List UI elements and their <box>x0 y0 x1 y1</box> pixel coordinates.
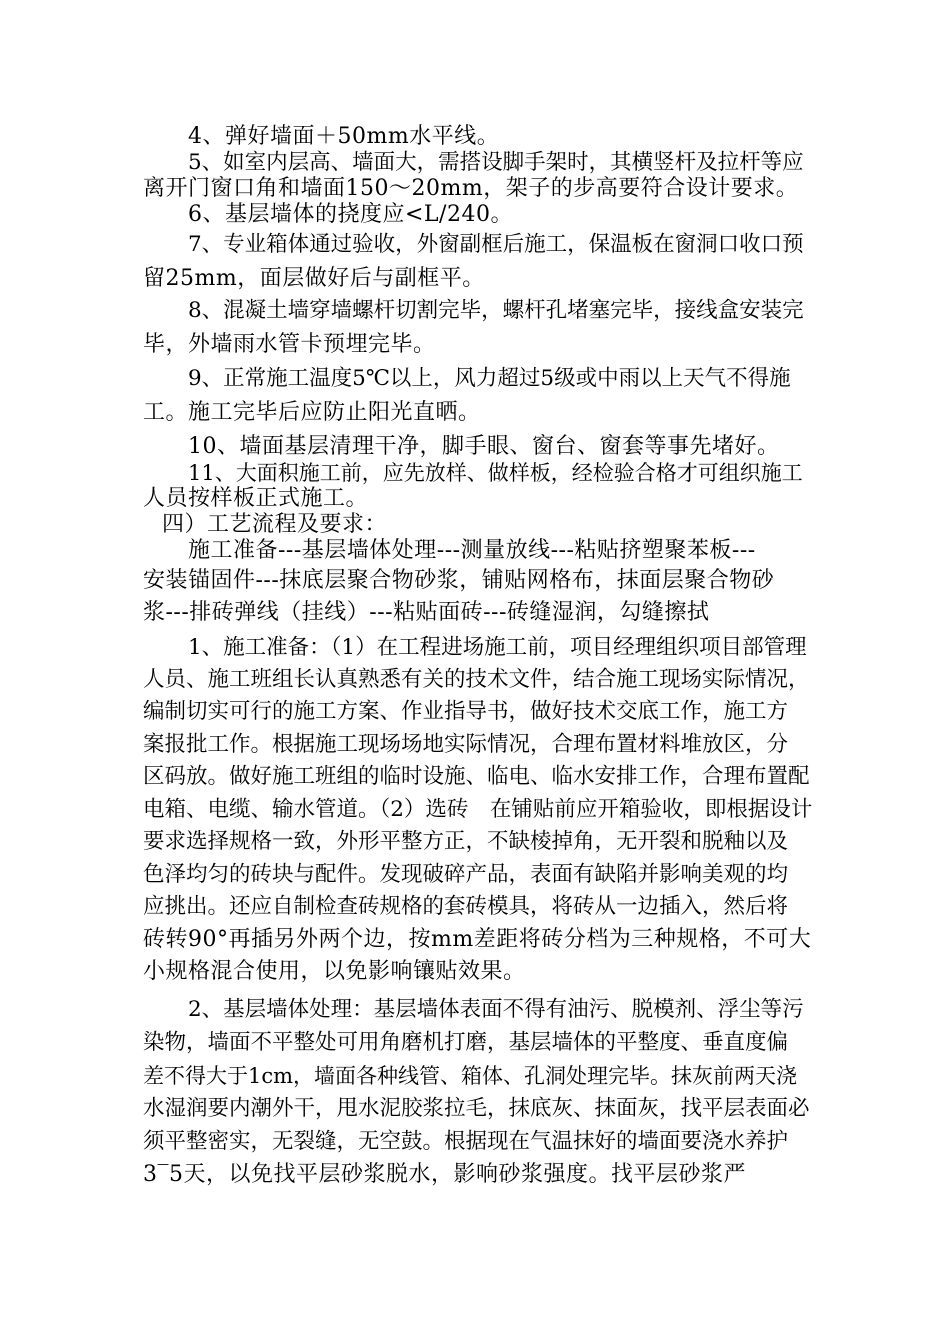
section-heading: 四）工艺流程及要求： <box>162 512 388 537</box>
text-line: 人员按样板正式施工。 <box>143 486 369 511</box>
text-line: 3‾5天，以免找平层砂浆脱水，影响砂浆强度。找平层砂浆严 <box>143 1162 746 1187</box>
text-line: 4、弹好墙面＋50mm水平线。 <box>188 124 500 149</box>
text-line: 6、基层墙体的挠度应<L/240。 <box>188 202 513 227</box>
text-line: 砖转90°再插另外两个边，按mm差距将砖分档为三种规格，不可大 <box>143 927 812 952</box>
text-line: 编制切实可行的施工方案、作业指导书，做好技术交底工作，施工方 <box>143 699 789 724</box>
text-line: 水湿润要内潮外干，甩水泥胶浆拉毛，抹底灰、抹面灰，找平层表面必 <box>143 1096 810 1121</box>
text-line: 8、混凝土墙穿墙螺杆切割完毕，螺杆孔堵塞完毕，接线盒安装完 <box>188 298 804 323</box>
text-line: 离开门窗口角和墙面150～20mm，架子的步高要符合设计要求。 <box>143 176 799 201</box>
text-line: 须平整密实，无裂缝，无空鼓。根据现在气温抹好的墙面要浇水养护 <box>143 1129 789 1154</box>
text-line: 施工准备---基层墙体处理---测量放线---粘贴挤塑聚苯板--- <box>188 538 756 563</box>
text-line: 案报批工作。根据施工现场场地实际情况，合理布置材料堆放区，分 <box>143 732 789 757</box>
text-line: 11、大面积施工前，应先放样、做样板，经检验合格才可组织施工 <box>188 461 803 485</box>
text-line: 10、墙面基层清理干净，脚手眼、窗台、窗套等事先堵好。 <box>188 434 780 459</box>
text-line: 2、基层墙体处理：基层墙体表面不得有油污、脱模剂、浮尘等污 <box>188 997 804 1022</box>
text-line: 5、如室内层高、墙面大，需搭设脚手架时，其横竖杆及拉杆等应 <box>188 150 804 175</box>
text-line: 工。施工完毕后应防止阳光直晒。 <box>143 400 481 425</box>
text-line: 色泽均匀的砖块与配件。发现破碎产品，表面有缺陷并影响美观的均 <box>143 862 789 887</box>
text-line: 要求选择规格一致，外形平整方正，不缺棱掉角，无开裂和脱釉以及 <box>143 829 789 854</box>
text-line: 小规格混合使用，以免影响镶贴效果。 <box>143 959 526 984</box>
text-line: 安装锚固件---抹底层聚合物砂浆，铺贴网格布，抹面层聚合物砂 <box>143 568 775 593</box>
text-line: 区码放。做好施工班组的临时设施、临电、临水安排工作，合理布置配 <box>143 764 810 789</box>
text-line: 电箱、电缆、输水管道。（2）选砖 在铺贴前应开箱验收，即根据设计 <box>143 797 813 822</box>
text-line: 人员、施工班组长认真熟悉有关的技术文件，结合施工现场实际情况， <box>143 667 810 692</box>
text-line: 应挑出。还应自制检查砖规格的套砖模具，将砖从一边插入，然后将 <box>143 894 789 919</box>
text-line: 差不得大于1cm，墙面各种线管、箱体、孔洞处理完毕。抹灰前两天浇 <box>143 1064 798 1088</box>
text-line: 留25mm，面层做好后与副框平。 <box>143 266 485 291</box>
text-line: 1、施工准备：（1）在工程进场施工前，项目经理组织项目部管理 <box>188 635 807 660</box>
text-line: 浆---排砖弹线（挂线）---粘贴面砖---砖缝湿润，勾缝擦拭 <box>143 600 710 625</box>
text-line: 9、正常施工温度5℃以上，风力超过5级或中雨以上天气不得施 <box>188 366 791 391</box>
text-line: 染物，墙面不平整处可用角磨机打磨，基层墙体的平整度、垂直度偏 <box>143 1030 789 1055</box>
text-line: 毕，外墙雨水管卡预埋完毕。 <box>143 332 436 357</box>
text-line: 7、专业箱体通过验收，外窗副框后施工，保温板在窗洞口收口预 <box>188 232 804 257</box>
